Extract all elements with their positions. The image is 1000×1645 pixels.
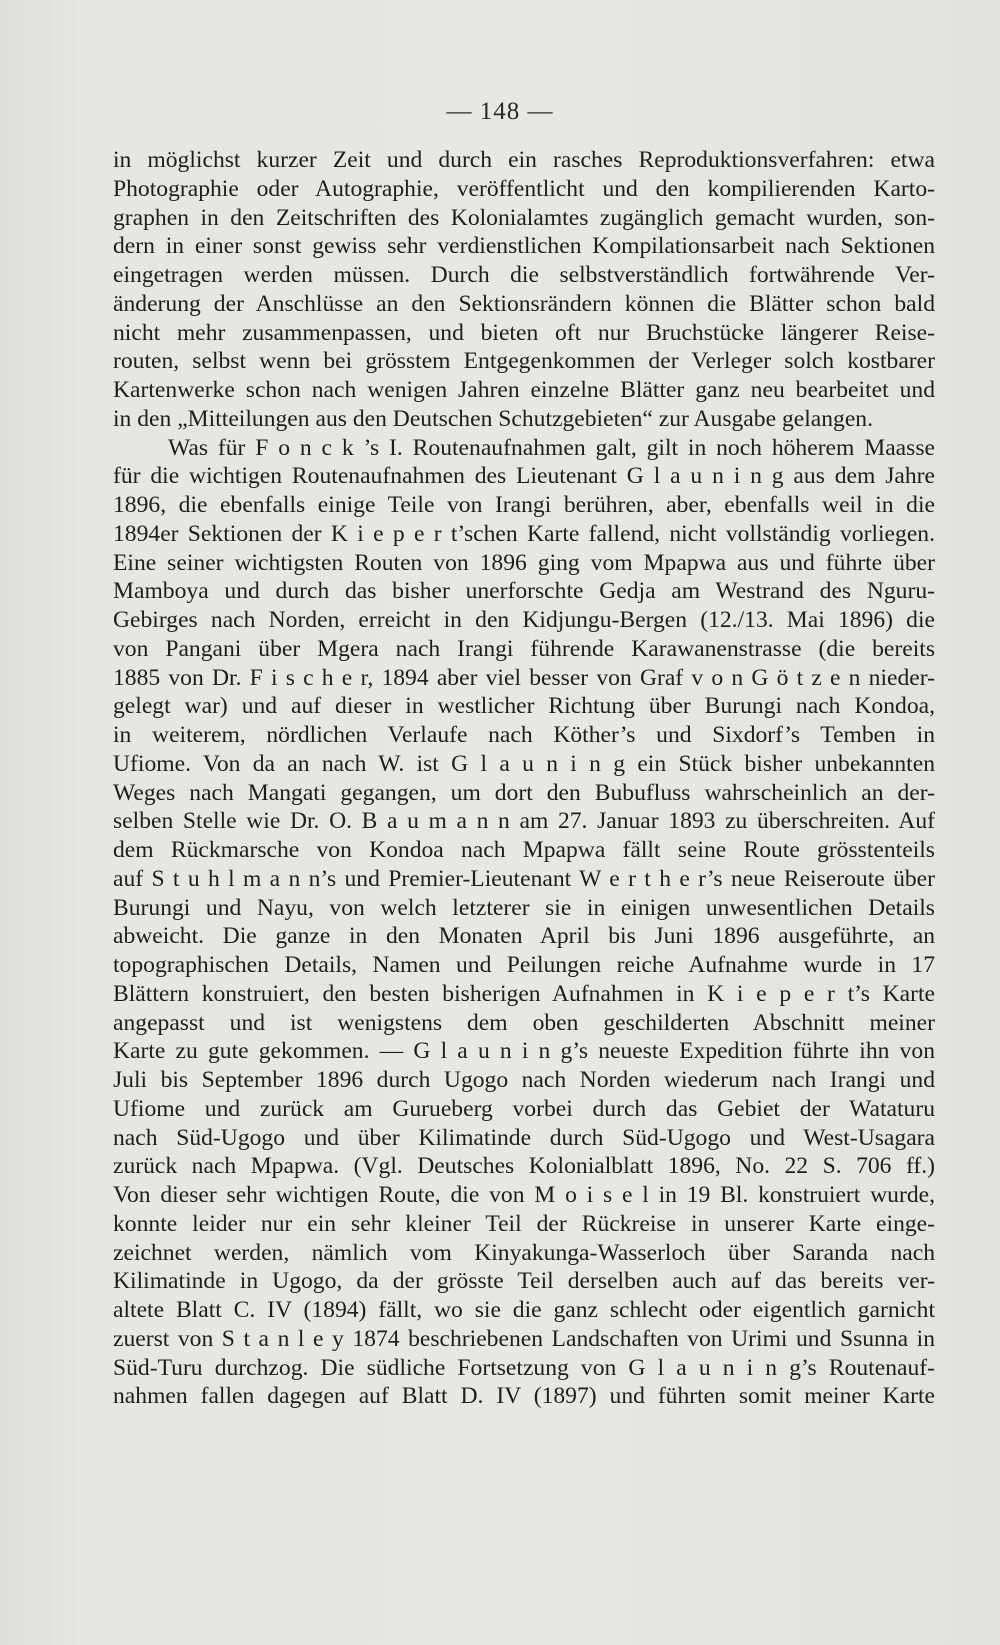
text-line: zeichnet werden, nämlich vom Kinyakunga-Wasserloch über Saranda nach: [113, 1239, 935, 1266]
text-line: nahmen fallen dagegen auf Blatt D. IV (1897) und führten somit meiner Karte: [113, 1383, 935, 1410]
text-line: nach Süd-Ugogo und über Kilimatinde durch Süd-Ugogo und West-Usagara: [113, 1124, 935, 1151]
text-line: Von dieser sehr wichtigen Route, die von M o i s e l in 19 Bl. konstruiert wurde,: [113, 1182, 935, 1208]
text-line: 1894er Sektionen der K i e p e r t’schen Karte fallend, nicht vollständig vorliegen.: [113, 520, 935, 547]
text-line: Eine seiner wichtigsten Routen von 1896 ging vom Mpapwa aus und führte über: [113, 549, 935, 576]
text-line: auf S t u h l m a n n’s und Premier-Lieutenant W e r t h e r’s neue Reiseroute über: [113, 865, 935, 892]
body-text: [113, 146, 935, 1411]
text-line: Juli bis September 1896 durch Ugogo nach Norden wiederum nach Irangi und: [113, 1067, 935, 1093]
text-line: Burungi und Nayu, von welch letzterer sie in einigen unwesentlichen Details: [113, 894, 935, 921]
text-line: 1896, die ebenfalls einige Teile von Irangi berühren, aber, ebenfalls weil in die: [113, 492, 935, 518]
text-line: Kilimatinde in Ugogo, da der grösste Teil derselben auch auf das bereits ver-: [113, 1268, 935, 1295]
text-line: 1885 von Dr. F i s c h e r, 1894 aber viel besser von Graf v o n G ö t z e n nieder-: [113, 664, 935, 691]
text-line: Karte zu gute gekommen. — G l a u n i n g’s neueste Expedition führte ihn von: [113, 1038, 935, 1065]
text-line: Süd-Turu durchzog. Die südliche Fortsetzung von G l a u n i n g’s Routenauf-: [113, 1354, 935, 1381]
text-line: in den „Mitteilungen aus den Deutschen Schutzgebieten“ zur Ausgabe gelangen.: [113, 405, 873, 432]
text-line: zurück nach Mpapwa. (Vgl. Deutsches Kolonialblatt 1896, No. 22 S. 706 ff.): [113, 1153, 935, 1180]
text-line: in möglichst kurzer Zeit und durch ein rasches Reproduktionsverfahren: etwa: [113, 147, 935, 173]
text-line: gelegt war) und auf dieser in westlicher Richtung über Burungi nach Kondoa,: [113, 693, 935, 720]
text-line: eingetragen werden müssen. Durch die selbstverständlich fortwährende Ver-: [113, 262, 935, 288]
text-line: dern in einer sonst gewiss sehr verdienstlichen Kompilationsarbeit nach Sektionen: [113, 233, 935, 260]
text-line: Photographie oder Autographie, veröffentlicht und den kompilierenden Karto-: [113, 175, 935, 202]
text-line: routen, selbst wenn bei grösstem Entgegenkommen der Verleger solch kostbarer: [113, 348, 935, 375]
text-line: von Pangani über Mgera nach Irangi führende Karawanenstrasse (die bereits: [113, 635, 935, 662]
text-line: Blättern konstruiert, den besten bisherigen Aufnahmen in K i e p e r t’s Karte: [113, 980, 935, 1007]
text-line: Ufiome und zurück am Gurueberg vorbei durch das Gebiet der Wataturu: [113, 1095, 935, 1122]
text-line: für die wichtigen Routenaufnahmen des Lieutenant G l a u n i n g aus dem Jahre: [113, 463, 935, 490]
text-line: Kartenwerke schon nach wenigen Jahren einzelne Blätter ganz neu bearbeitet und: [113, 377, 935, 403]
page-number: — 148 —: [446, 98, 554, 125]
text-line: selben Stelle wie Dr. O. B a u m a n n am 27. Januar 1893 zu überschreiten. Auf: [113, 808, 935, 835]
text-line: Weges nach Mangati gegangen, um dort den Bubufluss wahrscheinlich an der-: [113, 779, 935, 806]
text-line: altete Blatt C. IV (1894) fällt, wo sie die ganz schlecht oder eigentlich garnicht: [113, 1297, 935, 1323]
text-line: in weiterem, nördlichen Verlaufe nach Köther’s und Sixdorf’s Temben in: [113, 722, 935, 748]
text-line: topographischen Details, Namen und Peilungen reiche Aufnahme wurde in 17: [113, 952, 935, 978]
text-line: änderung der Anschlüsse an den Sektionsrändern können die Blätter schon bald: [113, 290, 935, 317]
text-line: Ufiome. Von da an nach W. ist G l a u n i n g ein Stück bisher unbekannten: [113, 750, 935, 777]
text-line: Gebirges nach Norden, erreicht in den Kidjungu-Bergen (12./13. Mai 1896) die: [113, 607, 935, 633]
text-line: angepasst und ist wenigstens dem oben geschilderten Abschnitt meiner: [113, 1009, 935, 1036]
text-line: graphen in den Zeitschriften des Kolonialamtes zugänglich gemacht wurden, son-: [113, 204, 935, 231]
text-line: konnte leider nur ein sehr kleiner Teil der Rückreise in unserer Karte einge-: [113, 1210, 935, 1237]
text-line: abweicht. Die ganze in den Monaten April bis Juni 1896 ausgeführte, an: [113, 923, 935, 950]
text-line: dem Rückmarsche von Kondoa nach Mpapwa fällt seine Route grösstenteils: [113, 837, 935, 863]
text-line: Was für F o n c k ’s I. Routenaufnahmen galt, gilt in noch höherem Maasse: [168, 434, 935, 461]
text-line: nicht mehr zusammenpassen, und bieten oft nur Bruchstücke längerer Reise-: [113, 319, 935, 346]
text-line: zuerst von S t a n l e y 1874 beschriebenen Landschaften von Urimi und Ssunna in: [113, 1325, 935, 1352]
text-line: Mamboya und durch das bisher unerforschte Gedja am Westrand des Nguru-: [113, 578, 935, 605]
